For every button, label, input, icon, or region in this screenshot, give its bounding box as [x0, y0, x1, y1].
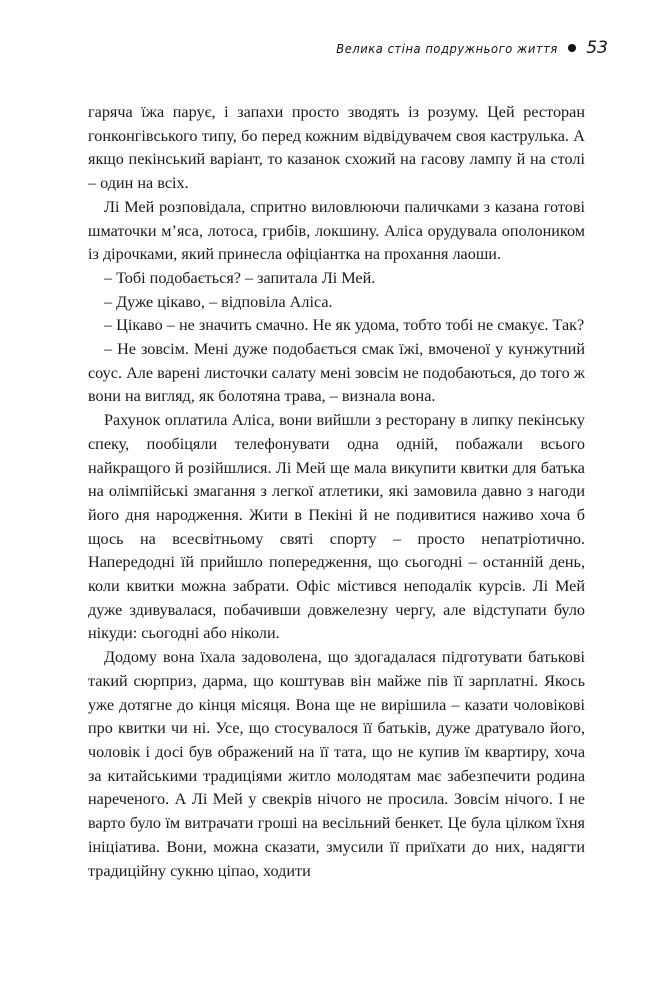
body-text — [88, 101, 585, 883]
paragraph: – Цікаво – не значить смачно. Не як удома, тобто тобі не смакує. Так? — [104, 316, 585, 335]
paragraph: – Тобі подобається? – запитала Лі Мей. — [104, 268, 376, 287]
page-number: 53 — [586, 38, 608, 58]
paragraph: Додому вона їхала задоволена, що здогадалася підготувати батькові такий сюрприз, дарма, що коштував він майже пів її зарплатні. Якось уже дотягне до кінця місяця. Вона ще не вирішила – казати чоловікові про квитки чи ні. Усе, що стосувалося її батьків, дуже дратувало його, чоловік і досі був ображений на її тата, що не купив їм квартиру, хоча за китайськими традиціями житло молодятам має забезпечити родина нареченого. А Лі Мей у свекрів нічого не просила. Зовсім нічого. І не варто було їм витрачати гроші на весільний бенкет. Це була цілком їхня ініціатива. Вони, можна сказати, змусили її приїхати до них, надягти традиційну сукню ціпао, ходити — [88, 648, 585, 880]
paragraph: Лі Мей розповідала, спритно виловлюючи паличками з казана готові шматочки м’яса, лотоса, грибів, локшину. Аліса орудувала ополоником із дірочками, який принесла офіціантка на прохання лаоши. — [88, 197, 585, 264]
running-title: Велика стіна подружнього життя — [336, 41, 559, 56]
paragraph: гаряча їжа парує, і запахи просто зводять із розуму. Цей ресторан гонконгівського типу, бо перед кожним відвідувачем своя каструлька. А якщо пекінський варіант, то казанок схожий на гасову лампу й на столі – один на всіх. — [88, 103, 585, 193]
running-head — [317, 38, 608, 58]
paragraph: – Дуже цікаво, – відповіла Аліса. — [104, 292, 333, 311]
paragraph: – Не зовсім. Мені дуже подобається смак їжі, вмоченої у кунжутний соус. Але варені листочки салату мені зовсім не подобаються, до того ж вони на вигляд, як болотяна трава, – визнала вона. — [88, 340, 585, 406]
bullet-icon — [568, 44, 576, 52]
paragraph: Рахунок оплатила Аліса, вони вийшли з ресторану в липку пекінську спеку, пообіцяли телефонувати одна одній, побажали всього найкращого й розійшлися. Лі Мей ще мала викупити квитки для батька на олімпійські змагання з легкої атлетики, які замовила давно з нагоди його дня народження. Жити в Пекіні й не подивитися наживо хоча б щось на всесвітньому святі спорту – просто непатріотично. Напередодні їй прийшло попередження, що сьогодні – останній день, коли квитки можна забрати. Офіс містився неподалік курсів. Лі Мей дуже здивувалася, побачивши довжелезну чергу, але відступати було нікуди: сьогодні або ніколи. — [88, 411, 585, 643]
